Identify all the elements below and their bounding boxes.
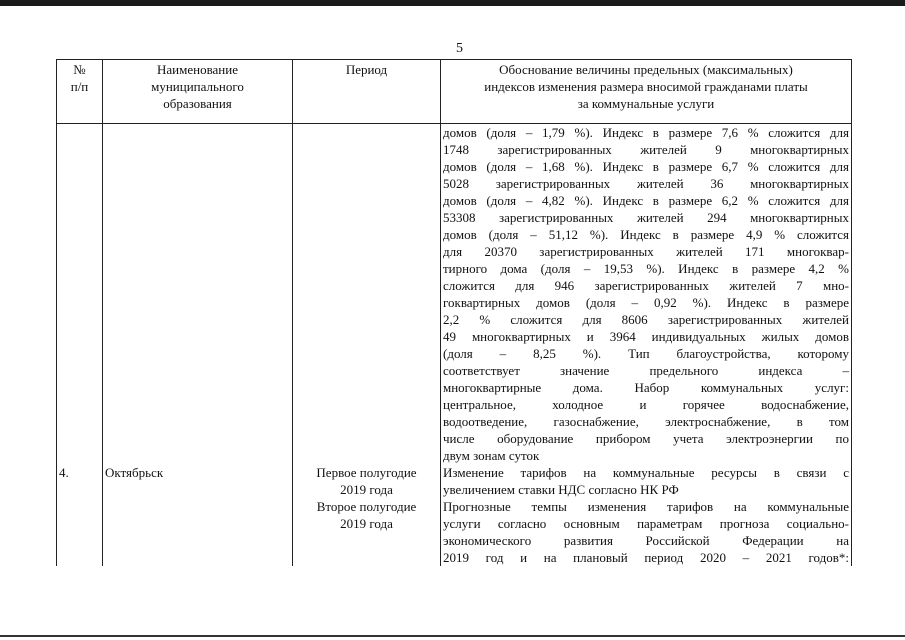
header-line: Период [345,62,388,77]
text-line: гоквартирных домов (доля – 0,92 %). Индекс в размере [443,295,849,310]
header-line: № [73,62,86,77]
text-line: домов (доля – 1,68 %). Индекс в размере 6,7 % сложится для [443,159,849,174]
header-line: за коммунальные услуги [577,96,715,111]
period-second [293,498,441,566]
period-line: 2019 года [340,482,393,497]
header-line: муниципального [151,79,244,94]
text-line: Прогнозные темпы изменения тарифов на коммунальные [443,499,849,514]
header-line: образования [163,96,232,111]
text-line: домов (доля – 4,82 %). Индекс в размере 6,2 % сложится для [443,193,849,208]
header-line: Наименование [157,62,238,77]
text-line: услуги согласно основным параметрам прогноза социально- [443,516,849,531]
justification-first [441,464,852,498]
header-line: п/п [70,79,89,94]
header-justification [441,60,852,124]
text-line: для 20370 зарегистрированных жителей 171 многоквар- [443,244,849,259]
text-line: сложится для 946 зарегистрированных жителей 7 мно- [443,278,849,293]
header-line: Обоснование величины предельных (максимальных) [499,62,793,77]
text-line: 1748 зарегистрированных жителей 9 многоквартирных [443,142,849,157]
text-line: соответствует значение предельного индекса – [443,363,849,378]
page-number: 5 [456,41,463,56]
text-line: 2019 год и на плановый период 2020 – 2021 годов*: [443,550,849,565]
continuation-text [441,124,852,465]
justification-second [441,498,852,566]
continuation-row [57,124,852,465]
header-number [57,60,103,124]
text-line: многоквартирные дома. Набор коммунальных услуг: [443,380,849,395]
table-row [57,498,852,566]
row-number: 4. [57,464,103,498]
text-line: 53308 зарегистрированных жителей 294 многоквартирных [443,210,849,225]
bottom-border [0,635,905,637]
header-municipality [103,60,293,124]
text-line: домов (доля – 51,12 %). Индекс в размере 4,9 % сложится [443,227,849,242]
text-line: 49 многоквартирных и 3964 индивидуальных жилых домов [443,329,849,344]
period-first [293,464,441,498]
text-line: экономического развития Российской Федерации на [443,533,849,548]
text-line: тирного дома (доля – 19,53 %). Индекс в размере 4,2 % [443,261,849,276]
text-line: (доля – 8,25 %). Тип благоустройства, которому [443,346,849,361]
header-row [57,60,852,124]
period-line: Второе полугодие [316,499,417,514]
text-line: 2,2 % сложится для 8606 зарегистрированных жителей [443,312,849,327]
period-line: Первое полугодие [316,465,417,480]
table-row [57,464,852,498]
text-line: домов (доля – 1,79 %). Индекс в размере 7,6 % сложится для [443,125,849,140]
header-line: индексов изменения размера вносимой гражданами платы [484,79,808,94]
text-line: Изменение тарифов на коммунальные ресурсы в связи с [443,465,849,480]
text-line: центральное, холодное и горячее водоснабжение, [443,397,849,412]
municipality-name: Октябрьск [103,464,293,498]
text-line: числе оборудование прибором учета электроэнергии по [443,431,849,446]
text-line: 5028 зарегистрированных жителей 36 многоквартирных [443,176,849,191]
top-border [0,0,905,6]
text-line-last: увеличением ставки НДС согласно НК РФ [443,482,679,497]
header-period [293,60,441,124]
text-line-last: двум зонам суток [443,448,540,463]
tariff-table [56,59,852,566]
text-line: водоотведение, газоснабжение, электроснабжение, в том [443,414,849,429]
period-line: 2019 года [340,516,393,531]
